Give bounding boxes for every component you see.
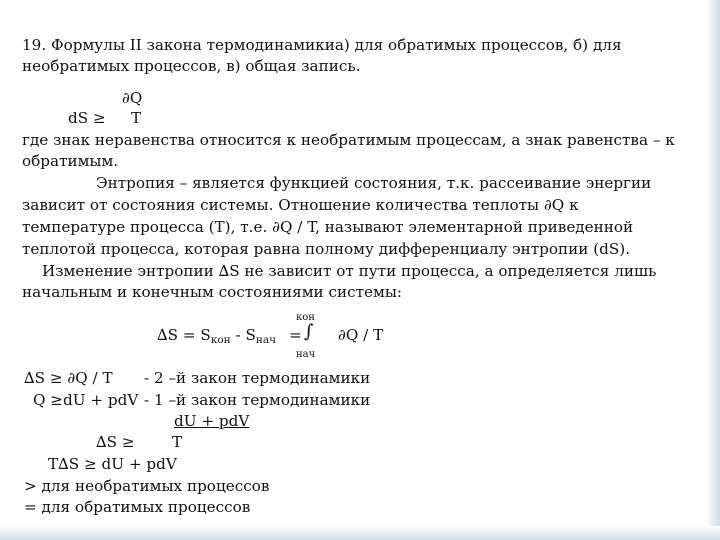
second-law-lhs: ∆S ≥ ∂Q / T: [24, 369, 113, 387]
combined-law: T∆S ≥ dU + pdV: [48, 455, 177, 473]
heading-line-1: 19. Формулы II закона термодинамикиа) для обратимых процессов, б) для: [22, 36, 622, 54]
formula2-sub-nach: нач: [255, 334, 277, 346]
second-law-label: - 2 –й закон термодинамики: [144, 369, 371, 387]
slide-border-right: [706, 0, 720, 540]
first-law-label: - 1 –й закон термодинамики: [144, 391, 371, 409]
integral-sign: ∫: [304, 321, 314, 342]
paragraph2-line-1: Энтропия – является функцией состояния, т.к. рассеивание энергии: [96, 174, 652, 192]
fraction-numerator: dU + pdV: [174, 412, 250, 430]
paragraph2-line-4: теплотой процесса, которая равна полному дифференциалу энтропии (dS).: [22, 240, 631, 258]
reversible-note: = для обратимых процессов: [24, 498, 251, 516]
paragraph3-line-2: начальным и конечным состояниями системы:: [22, 283, 403, 301]
paragraph1-line-2: обратимым.: [22, 152, 119, 170]
formula2-equals: =: [289, 326, 302, 344]
fraction-lhs: ∆S ≥: [96, 433, 135, 451]
formula1-lhs: dS ≥: [68, 109, 106, 127]
integral-upper-limit: кон: [296, 312, 315, 323]
paragraph1-line-1: где знак неравенства относится к необратимым процессам, а знак равенства – к: [22, 131, 675, 149]
paragraph2-line-3: температуре процесса (T), т.е. ∂Q / T, называют элементарной приведенной: [22, 218, 634, 236]
paragraph2-line-2: зависит от состояния системы. Отношение количества теплоты ∂Q к: [22, 196, 579, 214]
heading-line-2: необратимых процессов, в) общая запись.: [22, 57, 361, 75]
formula2-sub-kon: кон: [210, 334, 231, 346]
formula2-rhs: ∂Q / T: [338, 326, 384, 344]
fraction-denominator: T: [172, 433, 183, 451]
formula2-minus: - S: [235, 326, 256, 344]
paragraph3-line-1: Изменение энтропии ∆S не зависит от пути процесса, а определяется лишь: [42, 262, 657, 280]
formula1-numerator: ∂Q: [122, 89, 143, 107]
formula2-expression: [157, 325, 276, 350]
formula1-denominator: T: [131, 109, 142, 127]
slide-border-bottom: [0, 526, 720, 540]
irreversible-note: > для необратимых процессов: [24, 477, 270, 495]
integral-lower-limit: нач: [296, 349, 316, 360]
first-law-lhs: Q ≥dU + pdV: [33, 391, 139, 409]
formula2-lhs: ∆S = S: [157, 326, 211, 344]
